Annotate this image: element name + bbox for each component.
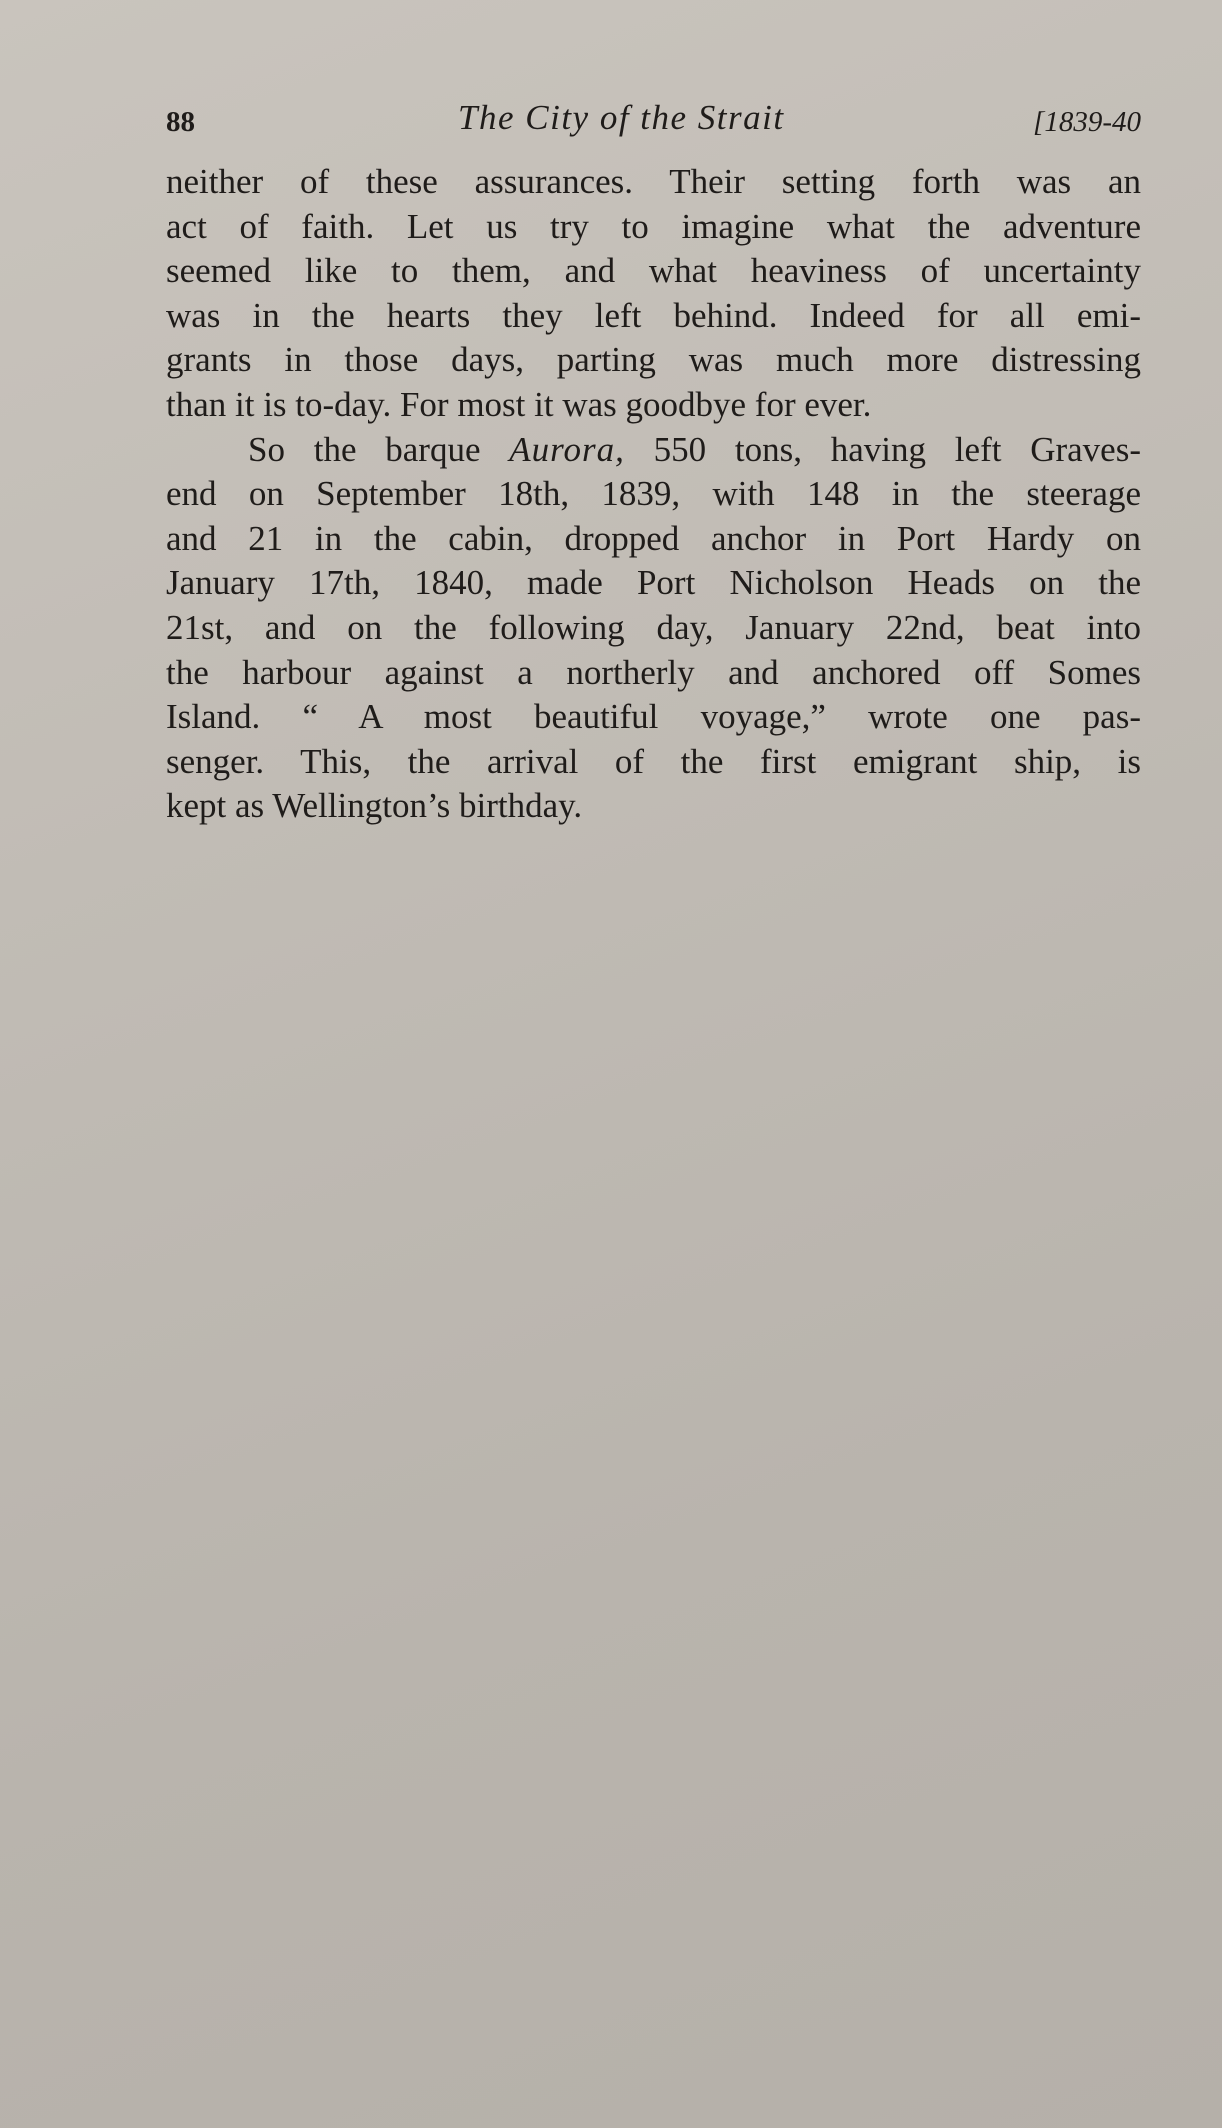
running-title: The City of the Strait	[458, 98, 785, 137]
text-line: was in the hearts they left behind. Indeed for all emi-	[166, 295, 1141, 335]
text-line: January 17th, 1840, made Port Nicholson Heads on the	[166, 563, 1141, 603]
running-date-range: [1839-40	[1033, 106, 1141, 138]
text-line: act of faith. Let us try to imagine what the adventure	[166, 206, 1141, 246]
text-line: than it is to-day. For most it was goodbye for ever.	[166, 384, 872, 424]
text-fragment: So the barque	[248, 429, 510, 469]
text-line: the harbour against a northerly and anchored off Somes	[166, 652, 1141, 692]
body-text	[166, 160, 1141, 829]
ship-name: Aurora,	[509, 429, 625, 469]
paragraph-2	[166, 428, 1141, 829]
text-line: seemed like to them, and what heaviness of uncertainty	[166, 251, 1141, 291]
text-line: 21st, and on the following day, January 22nd, beat into	[166, 607, 1141, 647]
text-line: kept as Wellington’s birthday.	[166, 786, 583, 826]
paragraph-1	[166, 160, 1141, 428]
text-line: end on September 18th, 1839, with 148 in the steerage	[166, 474, 1141, 514]
text-line: senger. This, the arrival of the first emigrant ship, is	[166, 741, 1141, 781]
text-line: neither of these assurances. Their setting forth was an	[166, 162, 1141, 201]
text-line: grants in those days, parting was much more distressing	[166, 340, 1141, 380]
text-line: Island. “ A most beautiful voyage,” wrote one pas-	[166, 697, 1141, 737]
text-line: and 21 in the cabin, dropped anchor in Port Hardy on	[166, 518, 1141, 558]
text-line	[166, 428, 1141, 473]
text-fragment: 550 tons, having left Graves-	[624, 429, 1141, 469]
running-head	[166, 98, 1141, 148]
page-number: 88	[166, 106, 195, 138]
